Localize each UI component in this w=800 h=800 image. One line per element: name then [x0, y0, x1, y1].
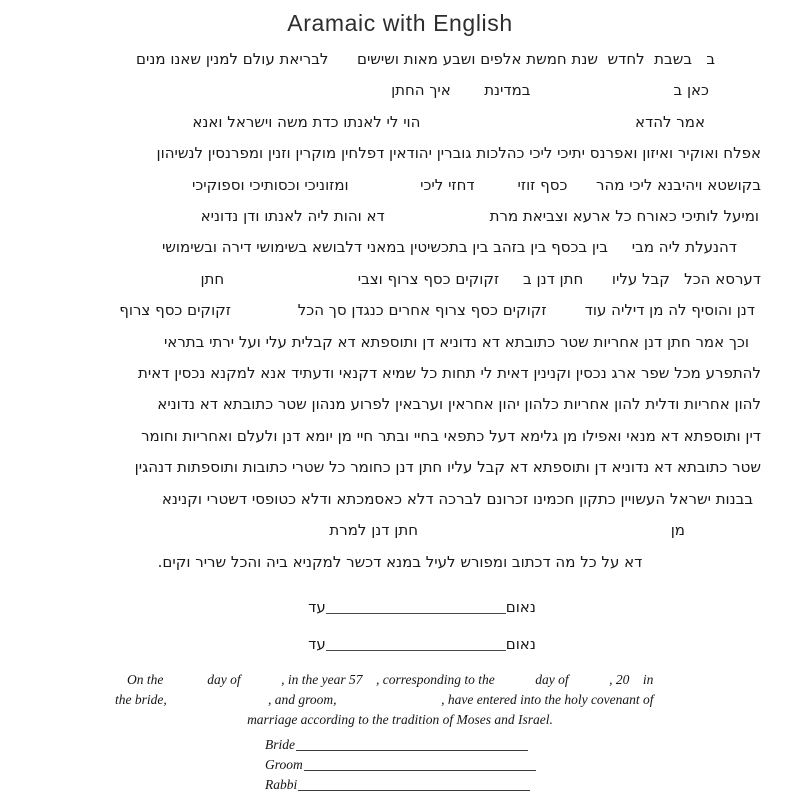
hebrew-line: מן חתן דנן למרת [329, 521, 685, 540]
english-line: On the day of , in the year 57 , corresponding to the day of , 20 in [127, 671, 654, 687]
hebrew-line: וכך אמר חתן דנן אחריות שטר כתובתא דא נדוניא דן ותוספתא דא קבלית עלי ועל ירתי בתראי [163, 332, 749, 351]
hebrew-line: בקושטא ויהיבנא ליכי מהר כסף זוזי דחזי ליכי ומזוניכי וכסותיכי וספוקיכי [191, 175, 761, 194]
page-title: Aramaic with English [287, 10, 513, 36]
hebrew-closing-line: דא על כל מה דכתוב ומפורש לעיל במנא דכשר למקניא ביה והכל שריר וקים. [157, 552, 643, 571]
hebrew-line: להון אחריות ודלית להון אחריות כלהון יהון אחראין וערבאין לפרוע מנהון שטר כתובתא דא נדוניא [157, 395, 761, 414]
ed-label: עד [308, 597, 326, 616]
english-line: the bride, , and groom, , have entered into the holy covenant of [115, 691, 654, 707]
english-line: marriage according to the tradition of Moses and Israel. [247, 711, 553, 727]
naum-label: נאום [505, 597, 536, 616]
rabbi-label: Rabbi [265, 776, 298, 792]
hebrew-line: ב בשבת לחדש שנת חמשת אלפים ושבע מאות ושישים לבריאת עולם למנין שאנו מנים [136, 50, 715, 68]
hebrew-line: בבנות ישראל העשויין כתקון חכמינו זכרונם לברכה דלא כאסמכתא ודלא כטופסי דשטרי וקנינא [161, 489, 753, 508]
signature-fields [115, 734, 685, 794]
witness-signature-row [22, 580, 800, 617]
hebrew-line: אפלח ואוקיר ואיזון ואפרנס יתיכי ליכי כהלכות גוברין יהודאין דפלחין מוקרין וזנין ומפרנסין לנשיהון [156, 144, 761, 163]
rabbi-signature-blank [298, 790, 530, 791]
hebrew-line: דנן והוסיף לה מן דיליה עוד זקוקים כסף צרוף אחרים כנגדן סך הכל זקוקים כסף צרוף [119, 301, 755, 320]
english-text-block [115, 670, 685, 794]
hebrew-line: אמר להדא הוי לי לאנתו כדת משה וישראל ואנא [192, 112, 705, 131]
bride-field-row [265, 734, 685, 754]
hebrew-line: דהנעלת ליה מבי בין בכסף בין בזהב בין בתכשיטין במאני דלבושא בשימושי דירה ובשימושי [161, 238, 737, 257]
bride-signature-blank [296, 750, 528, 751]
groom-signature-blank [304, 770, 536, 771]
groom-field-row [265, 754, 685, 774]
witness-signature-blank [326, 613, 506, 614]
hebrew-line: דערסא הכל קבל עליו חתן דנן ב זקוקים כסף צרוף וצבי חתן [200, 269, 761, 288]
hebrew-line: להתפרע מכל שפר ארג נכסין וקנינין דאית לי תחות כל שמיא דקנאי ודעתיד אנא למקנא נכסין דאית [138, 364, 761, 383]
bride-label: Bride [265, 736, 295, 752]
hebrew-line: כאן ב במדינת איך החתן [391, 81, 709, 100]
witness-signature-blank [326, 650, 506, 651]
aramaic-text-block [39, 44, 761, 578]
witness-signature-row [22, 617, 800, 654]
hebrew-line: דין ותוספתא דא מנאי ואפילו מן גלימא דעל כתפאי בחיי ובתר חיי מן יומא דנן ולעלם ואחריות וחומר [141, 426, 761, 445]
naum-label: נאום [505, 634, 536, 653]
groom-label: Groom [265, 756, 303, 772]
ed-label: עד [308, 634, 326, 653]
hebrew-line: שטר כתובתא דא נדוניא דן ותוספתא דא קבל עליו חתן דנן כחומר כל שטרי כתובות ותוספתות דנהגין [134, 458, 761, 477]
hebrew-line: ומיעל לותיכי כאורח כל ארעא וצביאת מרת דא והות ליה לאנתו ודן נדוניא [200, 207, 759, 226]
witness-signature-section [0, 580, 800, 654]
rabbi-field-row [265, 774, 685, 794]
